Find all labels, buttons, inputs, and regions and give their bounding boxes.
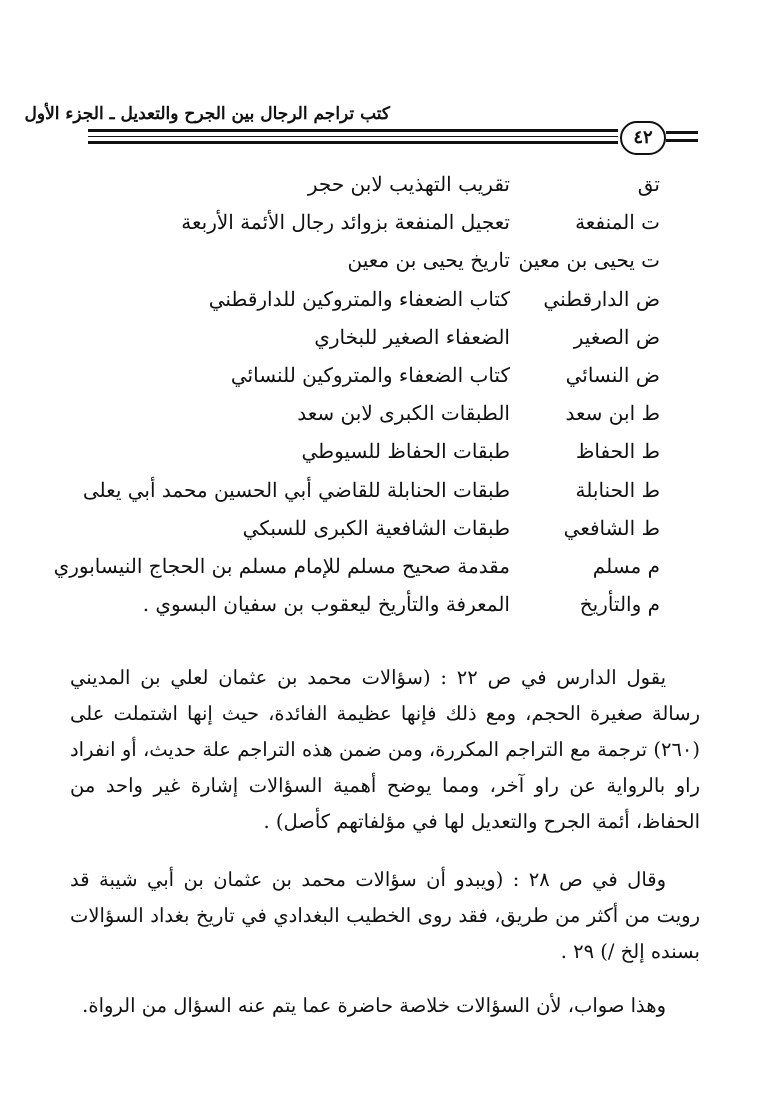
- list-item: [80, 433, 660, 471]
- list-item: [80, 472, 660, 510]
- abbreviation-code: ض الدارقطني: [543, 286, 660, 311]
- list-item: [80, 357, 660, 395]
- abbreviation-title: طبقات الحفاظ للسيوطي: [301, 439, 510, 464]
- header-rule-bottom: [88, 141, 618, 144]
- abbreviation-title: كتاب الضعفاء والمتروكين للدارقطني: [208, 286, 510, 311]
- list-item: [80, 166, 660, 204]
- body-paragraph: [70, 862, 700, 970]
- abbreviation-code: ت المنفعة: [575, 210, 660, 235]
- abbreviation-title: المعرفة والتأريخ ليعقوب بن سفيان البسوي .: [142, 592, 510, 617]
- paragraph-text: وهذا صواب، لأن السؤالات خلاصة حاضرة عما يتم عنه السؤال من الرواة.: [82, 993, 666, 1017]
- page-number-rule-top: [666, 131, 698, 134]
- abbreviation-code: ض الصغير: [573, 324, 660, 349]
- abbreviation-code: ط الحنابلة: [575, 477, 660, 502]
- abbreviation-title: الضعفاء الصغير للبخاري: [314, 324, 510, 349]
- abbreviation-code: ط الحفاظ: [575, 439, 660, 464]
- abbreviation-title: تعجيل المنفعة بزوائد رجال الأئمة الأربعة: [181, 210, 510, 235]
- list-item: [80, 281, 660, 319]
- abbreviation-title: كتاب الضعفاء والمتروكين للنسائي: [230, 362, 510, 387]
- abbreviation-title: تاريخ يحيى بن معين: [347, 248, 510, 273]
- abbreviation-code: ت يحيى بن معين: [518, 248, 660, 273]
- header-rule-middle: [88, 136, 618, 137]
- header-rule-top: [88, 129, 618, 132]
- paragraph-text: يقول الدارس في ص ٢٢ : (سؤالات محمد بن عثمان لعلي بن المديني رسالة صغيرة الحجم، ومع ذلك فإنها عظيمة الفائدة، حيث إنها اشتملت على (٢٦٠) ترجمة مع التراجم المكررة، ومن ضمن هذه التراجم علة حديث، أو انفراد راو بالرواية عن راو آخر، ومما يوضح أهمية السؤالات إشارة غير واحد من الحفاظ، أئمة الجرح والتعديل لها في مؤلفاتهم كأصل) .: [70, 665, 700, 833]
- body-paragraph: [70, 660, 700, 840]
- running-header-title: كتب تراجم الرجال بين الجرح والتعديل ـ الجزء الأول: [24, 104, 390, 124]
- abbreviation-title: الطبقات الكبرى لابن سعد: [297, 401, 510, 426]
- abbreviation-list: [53, 166, 660, 624]
- list-item: [80, 586, 660, 624]
- list-item: [80, 204, 660, 242]
- abbreviation-code: م مسلم: [592, 553, 660, 578]
- body-paragraph: [70, 988, 700, 1024]
- abbreviation-code: ط ابن سعد: [565, 401, 660, 426]
- list-item: [80, 319, 660, 357]
- list-item: [53, 548, 660, 586]
- abbreviation-code: تق: [637, 172, 660, 196]
- abbreviation-code: م والتأريخ: [579, 592, 660, 617]
- page-number: ٤٢: [620, 121, 666, 155]
- abbreviation-title: تقريب التهذيب لابن حجر: [307, 172, 510, 196]
- list-item: [80, 510, 660, 548]
- list-item: [80, 395, 660, 433]
- paragraph-text: وقال في ص ٢٨ : (ويبدو أن سؤالات محمد بن عثمان بن أبي شيبة قد رويت من أكثر من طريق، فقد روى الخطيب البغدادي في تاريخ بغداد السؤالات بسنده إلخ /) ٢٩ .: [70, 867, 700, 963]
- abbreviation-code: ض النسائي: [565, 362, 660, 387]
- page-number-rule-bottom: [666, 139, 698, 142]
- list-item: [80, 242, 660, 280]
- abbreviation-code: ط الشافعي: [563, 515, 660, 540]
- abbreviation-title: طبقات الحنابلة للقاضي أبي الحسين محمد أبي يعلى: [82, 477, 510, 502]
- abbreviation-title: مقدمة صحيح مسلم للإمام مسلم بن الحجاج النيسابوري: [53, 553, 510, 578]
- abbreviation-title: طبقات الشافعية الكبرى للسبكي: [242, 515, 510, 540]
